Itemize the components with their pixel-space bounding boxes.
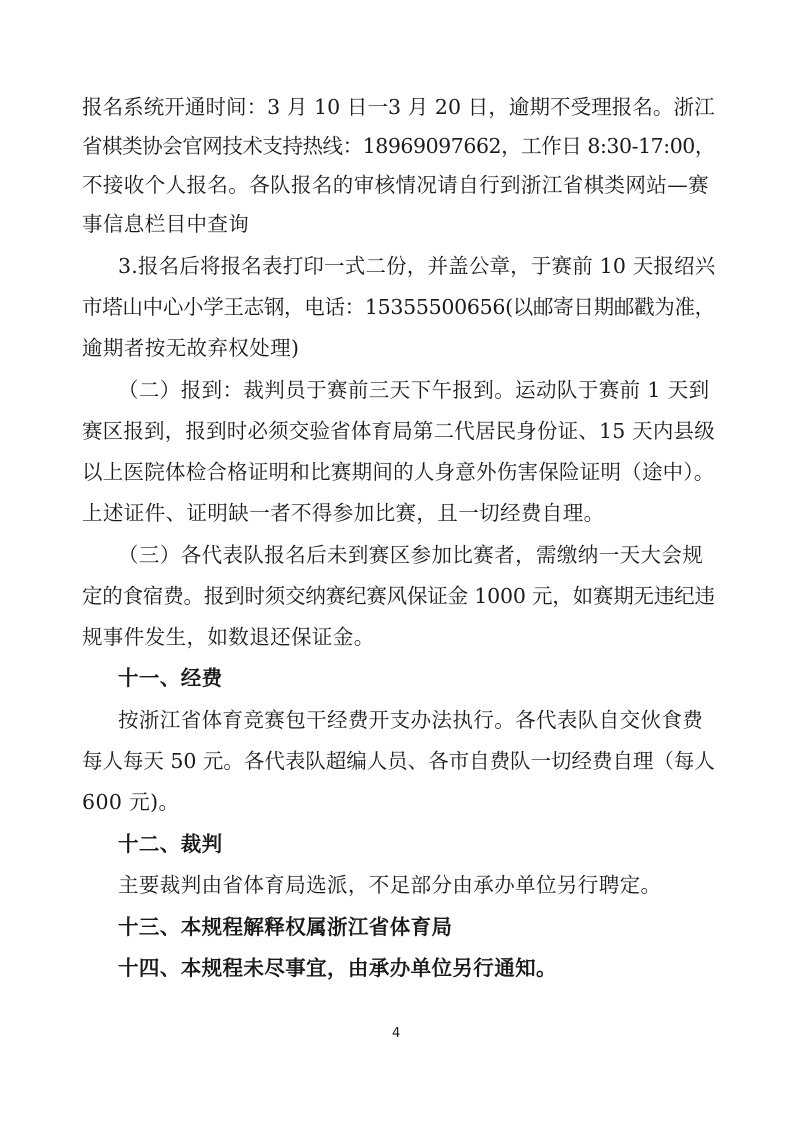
section-heading-notice: 十四、本规程未尽事宜，由承办单位另行通知。 (118, 956, 557, 980)
section-heading-referee: 十二、裁判 (118, 832, 223, 856)
text-line: 每人每天 50 元。各代表队超编人员、各市自费队一切经费自理（每人 (82, 749, 715, 773)
text-line: 主要裁判由省体育局选派，不足部分由承办单位另行聘定。 (118, 873, 662, 897)
text-line: 定的食宿费。报到时须交纳赛纪赛风保证金 1000 元，如赛期无违纪违 (82, 584, 715, 608)
text-line: （二）报到：裁判员于赛前三天下午报到。运动队于赛前 1 天到 (118, 378, 710, 402)
text-line: 上述证件、证明缺一者不得参加比赛，且一切经费自理。 (82, 501, 605, 525)
text-line: 以上医院体检合格证明和比赛期间的人身意外伤害保险证明（途中）。 (82, 460, 715, 484)
text-line: 逾期者按无故弃权处理) (82, 336, 300, 360)
text-line: 规事件发生，如数退还保证金。 (82, 625, 375, 649)
page-number: 4 (392, 1026, 401, 1041)
text-line: 事信息栏目中查询 (82, 212, 250, 236)
text-line: （三）各代表队报名后未到赛区参加比赛者，需缴纳一天大会规 (118, 543, 704, 567)
section-heading-interpretation: 十三、本规程解释权属浙江省体育局 (118, 915, 453, 939)
section-heading-funding: 十一、经费 (118, 666, 223, 690)
text-line: 省棋类协会官网技术支持热线：18969097662，工作日 8:30-17:00， (82, 134, 715, 158)
text-line: 3.报名后将报名表打印一式二份，并盖公章，于赛前 10 天报绍兴 (118, 254, 716, 278)
text-line: 赛区报到，报到时必须交验省体育局第二代居民身份证、15 天内县级 (82, 419, 715, 443)
text-line: 不接收个人报名。各队报名的审核情况请自行到浙江省棋类网站—赛 (82, 173, 709, 197)
text-line: 按浙江省体育竞赛包干经费开支办法执行。各代表队自交伙食费 (118, 708, 704, 732)
text-line: 市塔山中心小学王志钢，电话：15355500656(以邮寄日期邮戳为准， (82, 295, 715, 319)
text-line: 报名系统开通时间：3 月 10 日一3 月 20 日，逾期不受理报名。浙江 (82, 95, 715, 119)
text-line: 600 元)。 (82, 790, 180, 814)
